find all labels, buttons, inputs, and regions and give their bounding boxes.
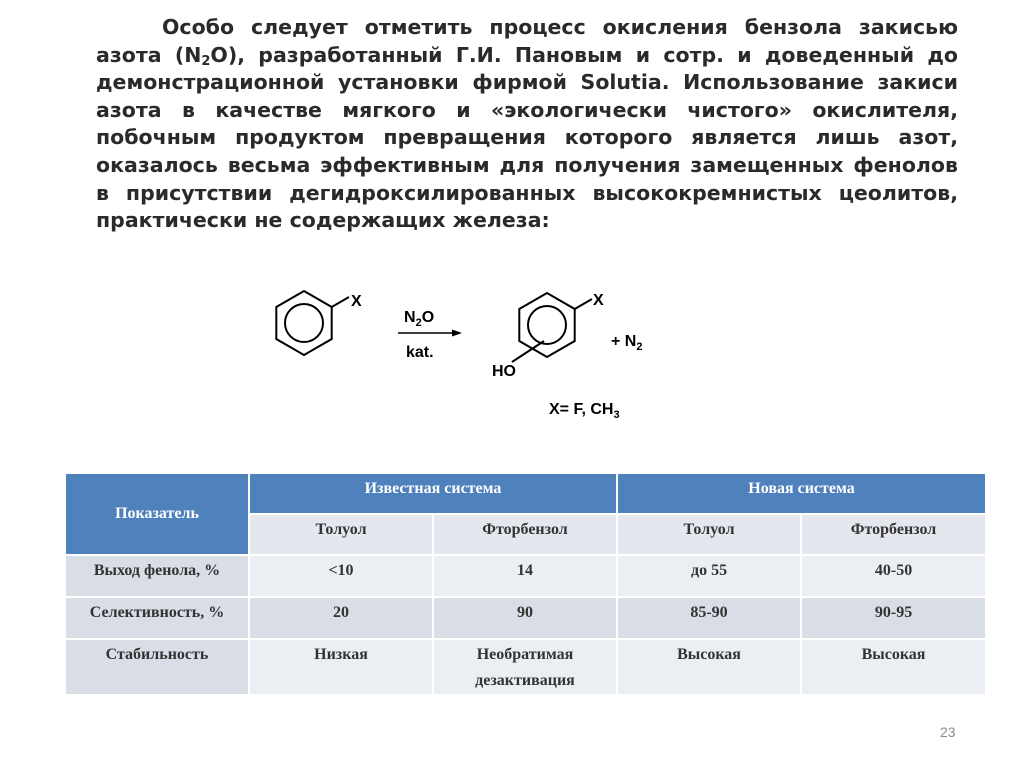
- product-substituent-label: X: [593, 292, 604, 309]
- known-system-header: Известная система: [249, 473, 617, 514]
- subheader-cell: Толуол: [617, 514, 801, 555]
- table-cell: 85-90: [617, 597, 801, 639]
- indicator-header: Показатель: [65, 473, 249, 555]
- table-row: [65, 555, 986, 597]
- substituent-legend: X= F, $CH_3$: [549, 401, 620, 421]
- paragraph-text-start: Особо следует отметить процесс окисления бензола закисью азота (N: [96, 15, 958, 67]
- table-cell: 90-95: [801, 597, 986, 639]
- row-label: Стабильность: [65, 639, 249, 695]
- paragraph-text-end: O), разработанный Г.И. Пановым и сотр. и доведенный до демонстрационной установки фирмой Solutia. Использование закиси азота в качестве мягкого и «экологически чистого» окислителя, побочным продуктом превращения которого является лишь азот, оказалось весьма эффективным для получения замещенных фенолов в присутствии дегидроксилированных высококремнистых цеолитов, практически не содержащих железа:: [96, 42, 958, 233]
- table-header-row: [65, 473, 986, 514]
- page-number: 23: [940, 724, 956, 740]
- row-label: Селективность, %: [65, 597, 249, 639]
- benzene-product: [512, 293, 592, 362]
- table-cell: <10: [249, 555, 433, 597]
- table-cell: 40-50: [801, 555, 986, 597]
- table-row: [65, 639, 986, 695]
- reagent-label: $N_2O$: [404, 309, 435, 329]
- table-cell: Высокая: [801, 639, 986, 695]
- table-cell: 20: [249, 597, 433, 639]
- subheader-cell: Фторбензол: [801, 514, 986, 555]
- byproduct-label: + $N_2$: [611, 333, 643, 353]
- subheader-cell: Фторбензол: [433, 514, 617, 555]
- table-row: [65, 597, 986, 639]
- table-cell: Низкая: [249, 639, 433, 695]
- benzene-reactant: [276, 291, 349, 355]
- table-cell: до 55: [617, 555, 801, 597]
- paragraph-subscript: 2: [201, 53, 211, 69]
- reaction-arrow: [398, 330, 462, 337]
- comparison-table: [64, 472, 987, 696]
- row-label: Выход фенола, %: [65, 555, 249, 597]
- new-system-header: Новая система: [617, 473, 986, 514]
- table-cell: Высокая: [617, 639, 801, 695]
- catalyst-label: kat.: [406, 344, 434, 361]
- reactant-substituent-label: X: [351, 293, 362, 310]
- hydroxyl-label: HO: [492, 363, 516, 380]
- table-cell: Необратимая дезактивация: [433, 639, 617, 695]
- subheader-cell: Толуол: [249, 514, 433, 555]
- table-cell: 14: [433, 555, 617, 597]
- table-cell: 90: [433, 597, 617, 639]
